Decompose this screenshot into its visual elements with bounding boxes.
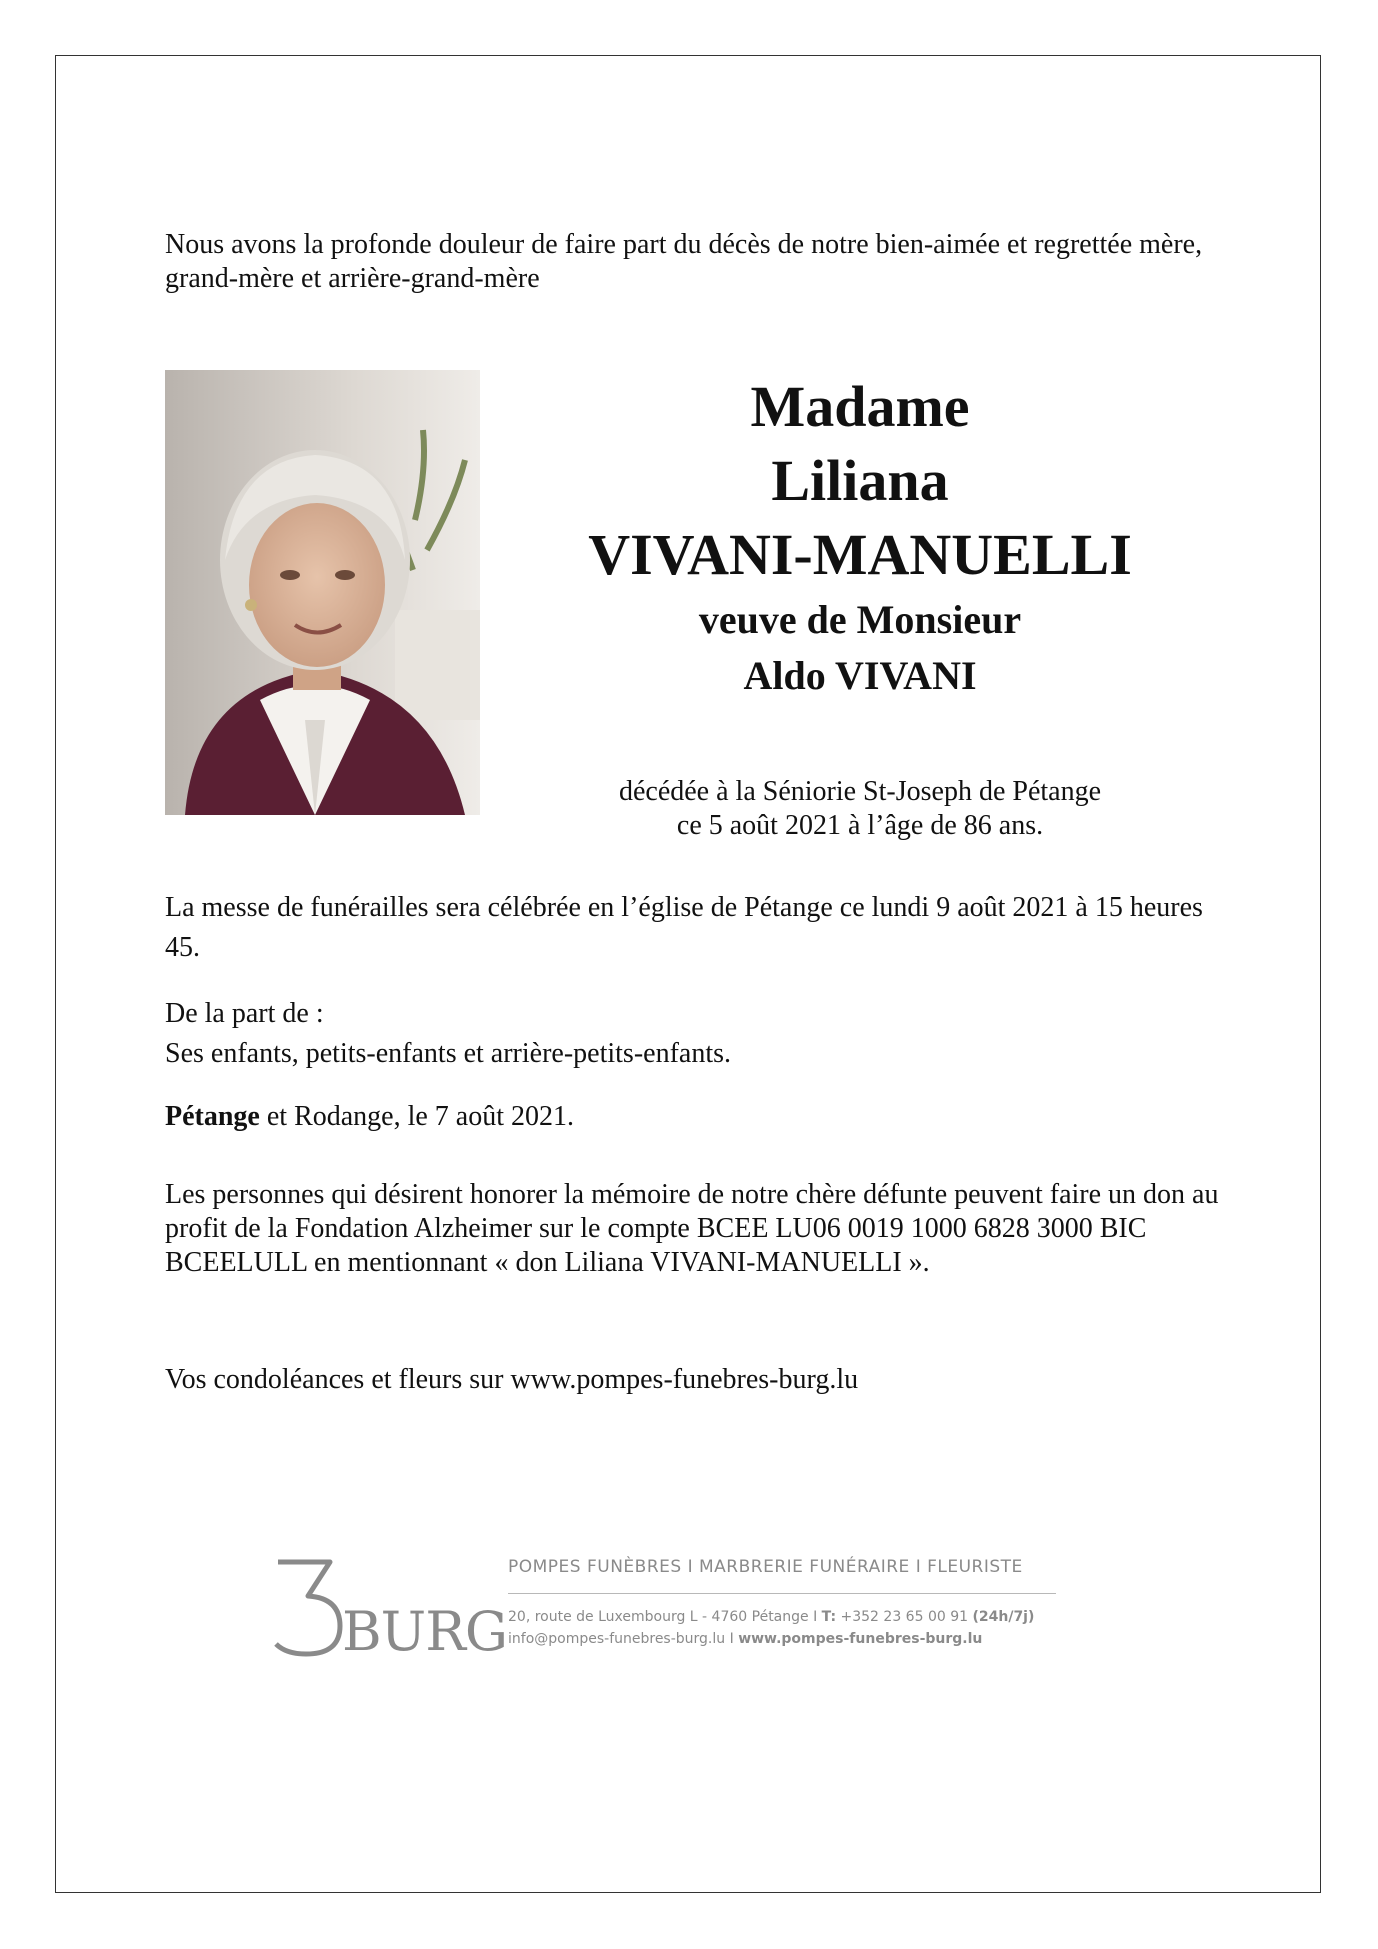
place-bold: Pétange (165, 1101, 260, 1132)
company-address: 20, route de Luxembourg L - 4760 Pétange I (508, 1609, 822, 1625)
intro-text: Nous avons la profonde douleur de faire part du décès de notre bien-aimée et regrettée mère, grand-mère et arrière-grand-mère (165, 229, 1203, 294)
funeral-mass-text: La messe de funérailles sera célébrée en l’église de Pétange ce lundi 9 août 2021 à 15 heures 45. (165, 892, 1203, 963)
on-behalf-block (165, 994, 1225, 1074)
logo-letters: BURG (342, 1600, 507, 1663)
company-divider (508, 1593, 1056, 1594)
company-website: www.pompes-funebres-burg.lu (738, 1631, 983, 1647)
death-info (520, 775, 1200, 843)
death-place: décédée à la Séniorie St-Joseph de Pétange (618, 776, 1102, 807)
on-behalf-label: De la part de : (165, 998, 324, 1029)
company-contact-line (508, 1628, 1058, 1650)
company-address-line (508, 1606, 1058, 1628)
on-behalf-names: Ses enfants, petits-enfants et arrière-petits-enfants. (165, 1038, 732, 1069)
spouse-name: Aldo VIVANI (743, 653, 977, 698)
company-info (508, 1555, 1058, 1650)
widow-of: veuve de Monsieur (698, 597, 1022, 642)
company-phone: +352 23 65 00 91 (836, 1609, 973, 1625)
portrait-photo (165, 370, 480, 815)
company-hours: (24h/7j) (972, 1609, 1035, 1625)
company-phone-label: T: (821, 1609, 837, 1625)
company-email: info@pompes-funebres-burg.lu I (508, 1631, 739, 1647)
deceased-last-name: VIVANI-MANUELLI (588, 522, 1132, 587)
condolences-text: Vos condoléances et fleurs sur www.pompes-funebres-burg.lu (165, 1364, 859, 1395)
donation-text: Les personnes qui désirent honorer la mémoire de notre chère défunte peuvent faire un don au profit de la Fondation Alzheimer sur le compte BCEE LU06 0019 1000 6828 3000 BIC BCEELULL en mentionnant « don Liliana VIVANI-MANUELLI ». (165, 1179, 1219, 1278)
death-date-age: ce 5 août 2021 à l’âge de 86 ans. (676, 810, 1044, 841)
burg-logo (272, 1550, 507, 1663)
deceased-name-block (520, 370, 1200, 704)
deceased-title: Madame (750, 374, 970, 439)
company-services: POMPES FUNÈBRES I MARBRERIE FUNÉRAIRE I FLEURISTE (508, 1557, 1023, 1577)
deceased-first-name: Liliana (771, 448, 949, 513)
place-date (165, 1100, 1225, 1134)
place-date-rest: et Rodange, le 7 août 2021. (259, 1101, 575, 1132)
